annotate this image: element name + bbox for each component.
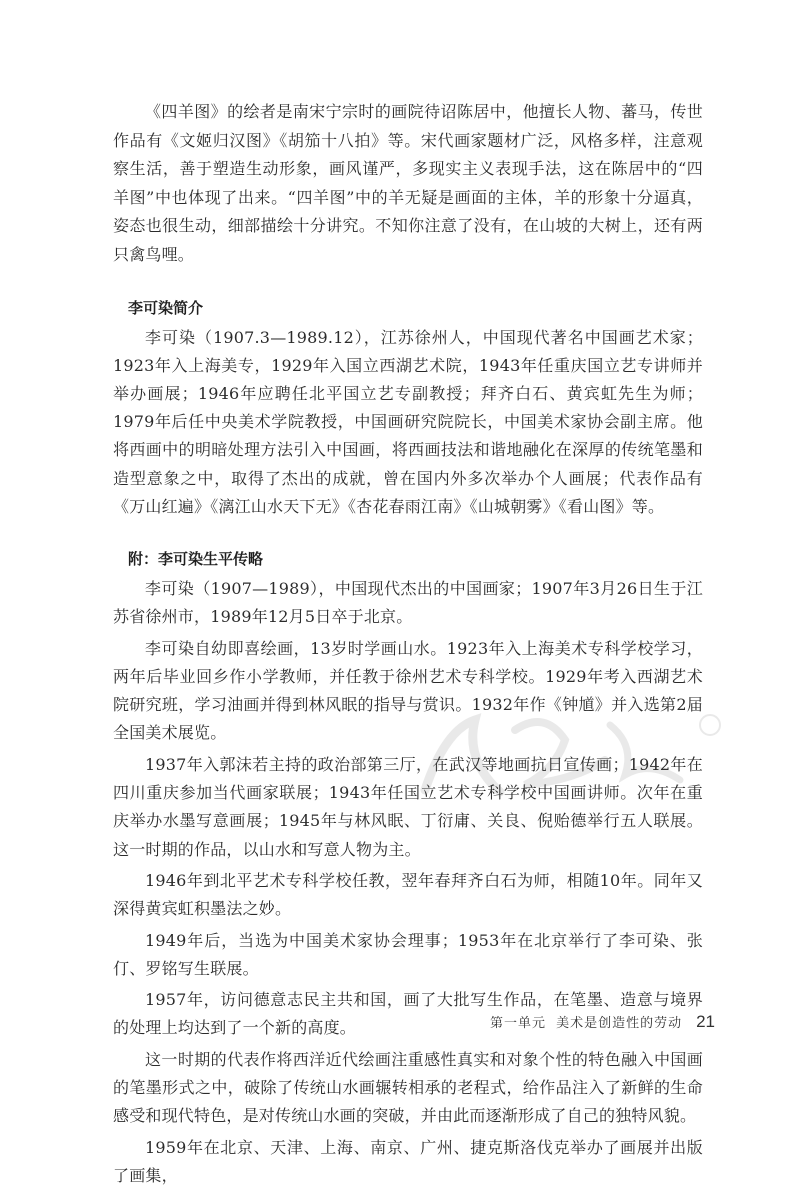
- chronology-paragraph: 1946年到北平艺术专科学校任教，翌年春拜齐白石为师，相随10年。同年又深得黄宾虹积墨法之妙。: [113, 870, 703, 919]
- footer-unit-label: 第一单元: [490, 1016, 547, 1031]
- intro-section: [113, 98, 703, 270]
- bio-heading: 李可染简介: [128, 298, 204, 317]
- chronology-paragraph: 1949年后，当选为中国美术家协会理事；1953年在北京举行了李可染、张仃、罗铭写生联展。: [113, 930, 703, 978]
- chronology-section: [113, 545, 703, 1190]
- intro-paragraph: 《四羊图》的绘者是南宋宁宗时的画院待诏陈居中，他擅长人物、蕃马，传世作品有《文姬归汉图》《胡笳十八拍》等。宋代画家题材广泛，风格多样，注意观察生活，善于塑造生动形象，画风谨严，多现实主义表现手法，这在陈居中的“四羊图”中也体现了出来。“四羊图”中的羊无疑是画面的主体，羊的形象十分逼真，姿态也很生动，细部描绘十分讲究。不知你注意了没有，在山坡的大树上，还有两只禽鸟哩。: [113, 102, 703, 264]
- chronology-paragraph: 这一时期的代表作将西洋近代绘画注重感性真实和对象个性的特色融入中国画的笔墨形式之中，破除了传统山水画辗转相承的老程式，给作品注入了新鲜的生命感受和现代特色，是对传统山水画的突破，并由此而逐渐形成了自己的独特风貌。: [113, 1049, 703, 1126]
- chronology-paragraph: 李可染自幼即喜绘画，13岁时学画山水。1923年入上海美术专科学校学习，两年后毕业回乡作小学教师，并任教于徐州艺术专科学校。1929年考入西湖艺术院研究班，学习油画并得到林风眠的指导与赏识。1932年作《钟馗》并入选第2届全国美术展览。: [113, 638, 703, 743]
- chronology-paragraph: 1937年入郭沫若主持的政治部第三厅，在武汉等地画抗日宣传画；1942年在四川重庆参加当代画家联展；1943年任国立艺术专科学校中国画讲师。次年在重庆举办水墨写意画展；1945年与林风眠、丁衍庸、关良、倪贻德举行五人联展。这一时期的作品，以山水和写意人物为主。: [113, 754, 703, 859]
- chronology-paragraph: 李可染（1907—1989），中国现代杰出的中国画家；1907年3月26日生于江苏省徐州市，1989年12月5日卒于北京。: [113, 578, 703, 627]
- chronology-heading: 附：李可染生平传略: [128, 549, 264, 568]
- bio-section: [113, 294, 703, 521]
- bio-paragraph: 李可染（1907.3—1989.12），江苏徐州人，中国现代著名中国画艺术家；1923年入上海美专，1929年入国立西湖艺术院，1943年任重庆国立艺专讲师并举办画展；1946年应聘任北平国立艺专副教授；拜齐白石、黄宾虹先生为师；1979年后任中央美术学院教授，中国画研究院院长，中国美术家协会副主席。他将西画中的明暗处理方法引入中国画，将西画技法和谐地融化在深厚的传统笔墨和造型意象之中，取得了杰出的成就，曾在国内外多次举办个人画展；代表作品有《万山红遍》《漓江山水天下无》《杏花春雨江南》《山城朝雾》《看山图》等。: [113, 327, 703, 516]
- footer-chapter-title: 美术是创造性的劳动: [556, 1016, 683, 1031]
- chronology-paragraph: 1959年在北京、天津、上海、南京、广州、捷克斯洛伐克举办了画展并出版了画集，: [113, 1137, 703, 1185]
- page-number: 21: [696, 1012, 715, 1031]
- chronology-paragraph: 1957年，访问德意志民主共和国，画了大批写生作品，在笔墨、造意与境界的处理上均达到了一个新的高度。: [113, 990, 703, 1038]
- page-footer: [470, 1012, 715, 1036]
